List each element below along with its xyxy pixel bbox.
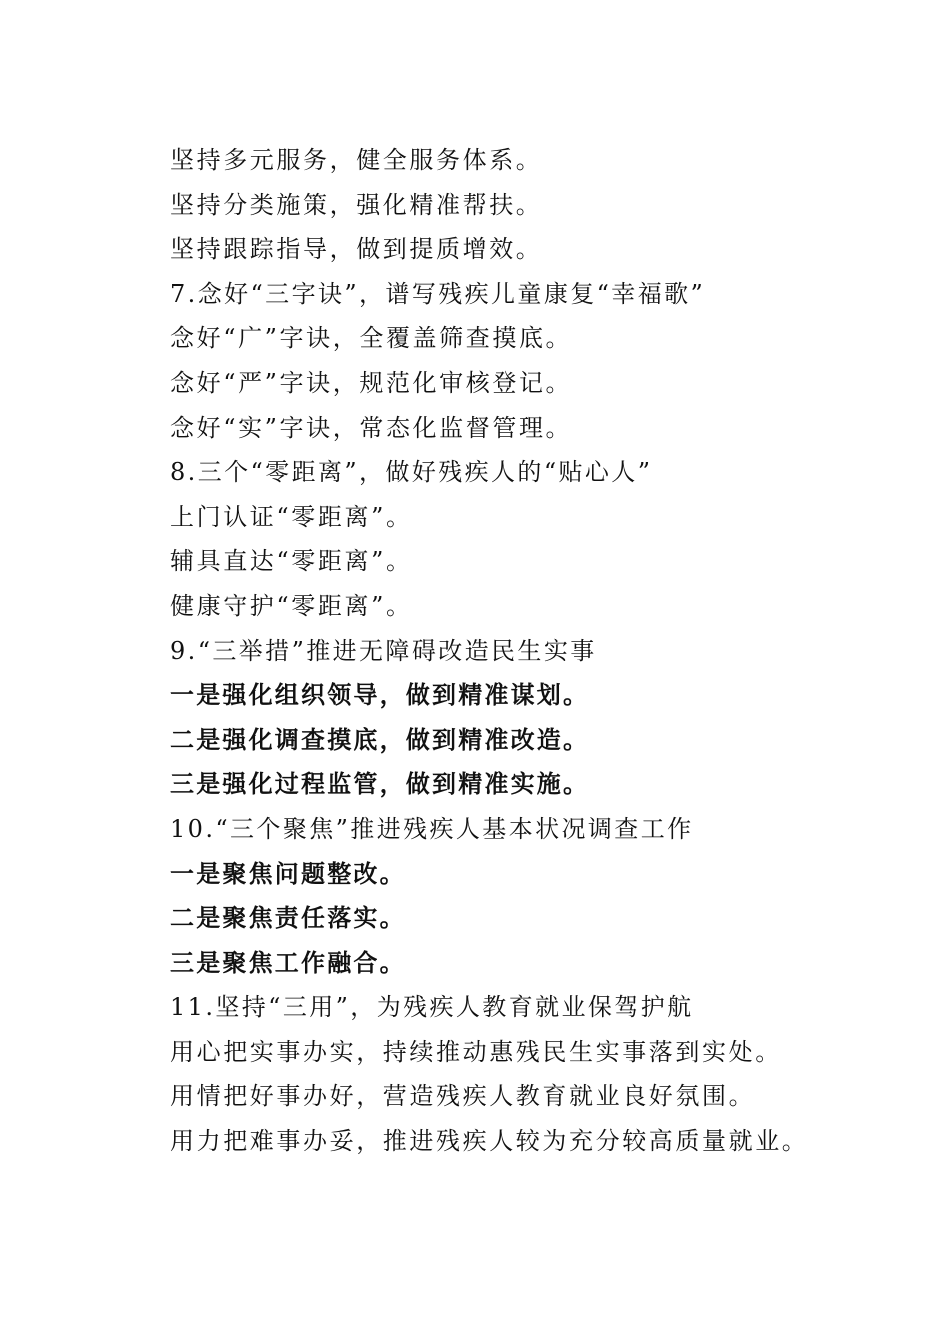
paragraph-line: 坚持分类施策，强化精准帮扶。 [170, 190, 543, 219]
bold-paragraph-line: 二是强化调查摸底，做到精准改造。 [170, 724, 590, 754]
bold-paragraph-line: 一是聚焦问题整改。 [170, 858, 406, 888]
paragraph-line: 坚持多元服务，健全服务体系。 [170, 146, 543, 174]
section-heading-9: 9.“三举措”推进无障碍改造民生实事 [170, 636, 597, 665]
section-heading-11: 11.坚持“三用”，为残疾人教育就业保驾护航 [170, 993, 694, 1022]
paragraph-line: 健康守护“零距离”。 [170, 591, 413, 620]
paragraph-line: 用心把实事办实，持续推动惠残民生实事落到实处。 [170, 1037, 782, 1066]
paragraph-line: 辅具直达“零距离”。 [170, 547, 413, 576]
paragraph-line: 坚持跟踪指导，做到提质增效。 [170, 235, 543, 264]
paragraph-line: 上门认证“零距离”。 [170, 502, 413, 531]
bold-paragraph-line: 二是聚焦责任落实。 [170, 903, 406, 933]
document-body [170, 138, 870, 1164]
paragraph-line: 念好“实”字诀，常态化监督管理。 [170, 413, 573, 442]
paragraph-line: 用力把难事办妥，推进残疾人较为充分较高质量就业。 [170, 1127, 809, 1156]
bold-paragraph-line: 三是强化过程监管，做到精准实施。 [170, 769, 590, 799]
paragraph-line: 用情把好事办好，营造残疾人教育就业良好氛围。 [170, 1082, 756, 1111]
paragraph-line: 念好“严”字诀，规范化审核登记。 [170, 368, 573, 397]
section-heading-8: 8.三个“零距离”，做好残疾人的“贴心人” [170, 458, 653, 487]
section-heading-7: 7.念好“三字诀”，谱写残疾儿童康复“幸福歌” [170, 279, 706, 308]
bold-paragraph-line: 一是强化组织领导，做到精准谋划。 [170, 680, 590, 710]
section-heading-10: 10.“三个聚焦”推进残疾人基本状况调查工作 [170, 814, 694, 843]
paragraph-line: 念好“广”字诀，全覆盖筛查摸底。 [170, 324, 573, 353]
bold-paragraph-line: 三是聚焦工作融合。 [170, 947, 406, 977]
